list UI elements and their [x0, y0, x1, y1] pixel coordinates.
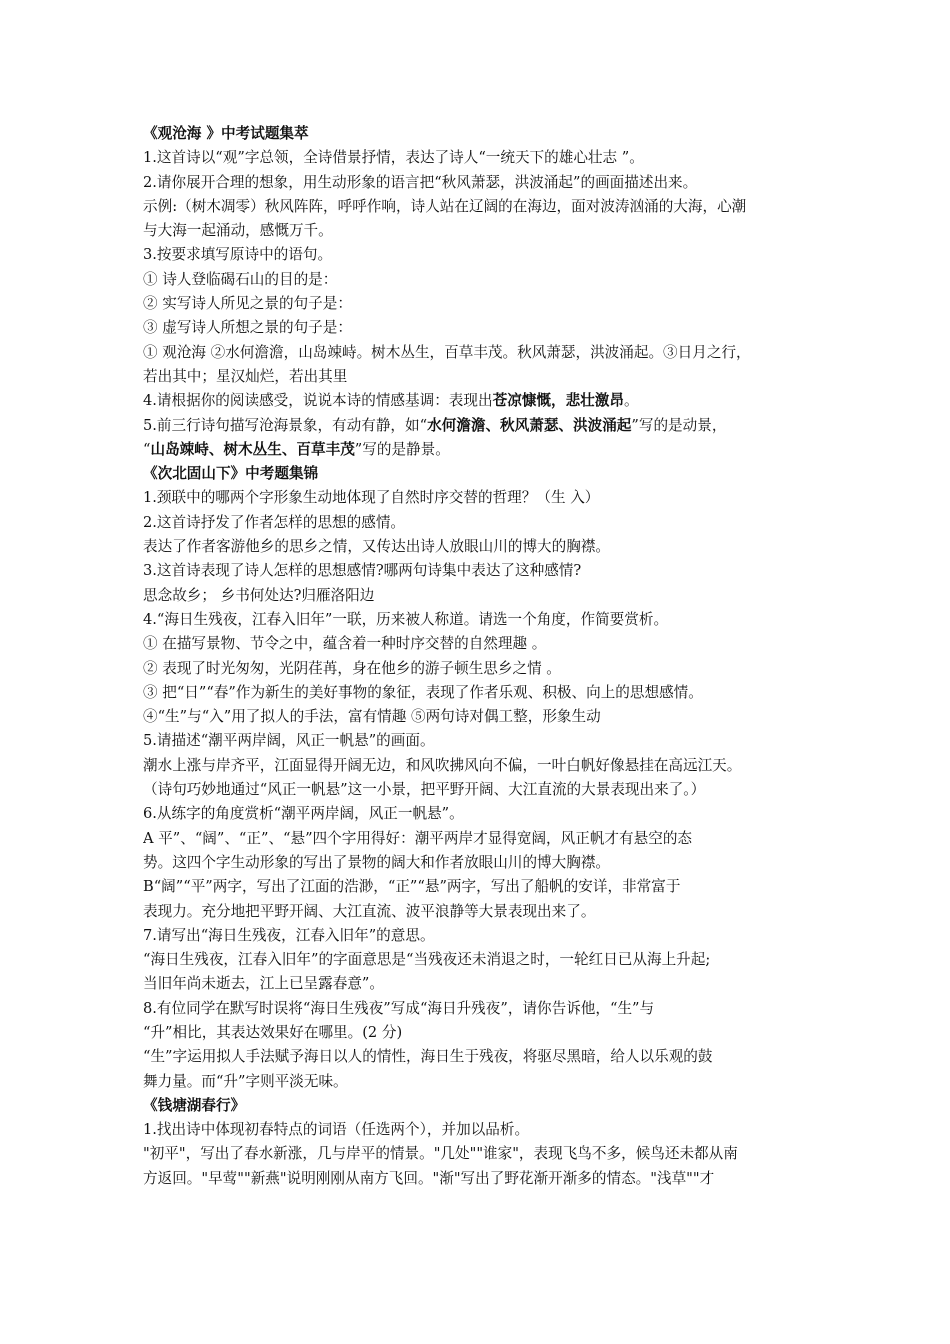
line-text: 2.请你展开合理的想象，用生动形象的语言把“秋风萧瑟，洪波涌起”的画面描述出来。 [143, 173, 698, 191]
line-text: 5.前三行诗句描写沧海景象，有动有静，如“ [143, 416, 428, 434]
section-heading [143, 1094, 811, 1118]
text-line [143, 341, 811, 365]
line-text: 《次北固山下》中考题集锦 [143, 465, 319, 483]
text-line [143, 827, 811, 851]
text-line [143, 195, 811, 219]
line-text: 5.请描述“潮平两岸阔，风正一帆悬”的画面。 [143, 732, 435, 750]
text-line [143, 875, 811, 899]
text-line [143, 997, 811, 1021]
line-text: A 平”、“阔”、“正”、“悬”四个字用得好：潮平两岸才显得宽阔，风正帆才有悬空的态 [143, 829, 693, 847]
text-line [143, 389, 811, 413]
text-line [143, 900, 811, 924]
line-text: B“阔”“平”两字，写出了江面的浩渺，“正”“悬”两字，写出了船帆的安详，非常富于 [143, 878, 681, 896]
text-line [143, 535, 811, 559]
text-line [143, 511, 811, 535]
line-text: 表达了作者客游他乡的思乡之情，又传达出诗人放眼山川的博大的胸襟。 [143, 538, 611, 556]
line-text: 示例:（树木凋零）秋风阵阵，呼呼作响，诗人站在辽阔的在海边，面对波涛汹涌的大海，心潮 [143, 197, 747, 215]
line-text: 1.颈联中的哪两个字形象生动地体现了自然时序交替的哲理？（生 入） [143, 489, 600, 507]
line-text: 若出其中；星汉灿烂，若出其里 [143, 367, 348, 385]
bold-answer: 苍凉慷慨，悲壮激昂 [492, 392, 624, 410]
line-text: 方返回。"早莺""新燕"说明刚刚从南方飞回。"渐"写出了野花渐开渐多的情态。"浅草""才 [143, 1169, 715, 1187]
line-text: 4.请根据你的阅读感受，说说本诗的情感基调：表现出 [143, 392, 493, 410]
line-text: ③ 虚写诗人所想之景的句子是： [143, 319, 352, 337]
line-text: ② 表现了时光匆匆，光阴荏苒，身在他乡的游子顿生思乡之情 。 [143, 659, 561, 677]
line-text: ① 在描写景物、节令之中，蕴含着一种时序交替的自然理趣 。 [143, 635, 547, 653]
text-line [143, 705, 811, 729]
line-text: 与大海一起涌动，感慨万千。 [143, 222, 333, 240]
line-text: 《钱塘湖春行》 [143, 1096, 246, 1114]
section-heading [143, 122, 811, 146]
text-line [143, 681, 811, 705]
text-line [143, 948, 811, 972]
text-line [143, 438, 811, 462]
document-body [143, 122, 811, 1191]
text-line [143, 754, 811, 778]
line-text: ② 实写诗人所见之景的句子是： [143, 295, 352, 313]
line-text: 8.有位同学在默写时误将“海日生残夜”写成“海日升残夜”，请你告诉他，“生”与 [143, 999, 655, 1017]
bold-answer: 水何澹澹、秋风萧瑟、洪波涌起 [427, 416, 632, 434]
text-line [143, 657, 811, 681]
line-text: 4.“海日生残夜，江春入旧年”一联，历来被人称道。请选一个角度，作简要赏析。 [143, 610, 669, 628]
line-text: 2.这首诗抒发了作者怎样的思想的感情。 [143, 513, 406, 531]
line-text: 势。这四个字生动形象的写出了景物的阔大和作者放眼山川的博大胸襟。 [143, 853, 611, 871]
text-line [143, 584, 811, 608]
line-text-tail: ”写的是静景。 [354, 440, 450, 458]
text-line [143, 851, 811, 875]
line-text: 6.从练字的角度赏析“潮平两岸阔，风正一帆悬”。 [143, 805, 464, 823]
text-line [143, 414, 811, 438]
text-line [143, 219, 811, 243]
line-text: “ [143, 440, 151, 458]
text-line [143, 268, 811, 292]
text-line [143, 1045, 811, 1069]
line-text: 表现力。充分地把平野开阔、大江直流、波平浪静等大景表现出来了。 [143, 902, 596, 920]
line-text: 舞力量。而“升”字则平淡无味。 [143, 1072, 348, 1090]
line-text: 《观沧海 》中考试题集萃 [143, 125, 309, 142]
line-text: 3.按要求填写原诗中的语句。 [143, 246, 333, 264]
line-text: ① 诗人登临碣石山的目的是： [143, 270, 338, 288]
text-line [143, 146, 811, 170]
text-line [143, 608, 811, 632]
text-line [143, 729, 811, 753]
text-line [143, 559, 811, 583]
text-line [143, 632, 811, 656]
line-text: ③ 把“日”“春”作为新生的美好事物的象征，表现了作者乐观、积极、向上的思想感情。 [143, 683, 703, 701]
text-line [143, 1142, 811, 1166]
text-line [143, 171, 811, 195]
line-text: ④“生”与“入”用了拟人的手法，富有情趣 ⑤两句诗对偶工整，形象生动 [143, 708, 601, 726]
text-line [143, 1021, 811, 1045]
line-text: “海日生残夜，江春入旧年”的字面意思是“当残夜还未消退之时，一轮红日已从海上升起; [143, 951, 711, 969]
line-text-tail: ”写的是动景， [631, 416, 727, 434]
line-text: "初平"，写出了春水新涨，几与岸平的情景。"几处""谁家"，表现飞鸟不多，候鸟还未都从南 [143, 1145, 738, 1163]
text-line [143, 243, 811, 267]
text-line [143, 486, 811, 510]
text-line [143, 292, 811, 316]
line-text: 3.这首诗表现了诗人怎样的思想感情?哪两句诗集中表达了这种感情? [143, 562, 582, 580]
text-line [143, 972, 811, 996]
section-heading [143, 462, 811, 486]
line-text: 潮水上涨与岸齐平，江面显得开阔无边，和风吹拂风向不偏，一叶白帆好像悬挂在高远江天。 [143, 756, 742, 774]
text-line [143, 316, 811, 340]
text-line [143, 802, 811, 826]
bold-answer: 山岛竦峙、树木丛生、百草丰茂 [150, 440, 355, 458]
line-text: 1.找出诗中体现初春特点的词语（任选两个），并加以品析。 [143, 1121, 530, 1139]
line-text: ① 观沧海 ②水何澹澹，山岛竦峙。树木丛生，百草丰茂。秋风萧瑟，洪波涌起。③日月之行， [143, 343, 751, 361]
text-line [143, 924, 811, 948]
text-line [143, 365, 811, 389]
line-text: “生”字运用拟人手法赋予海日以人的情性，海日生于残夜，将驱尽黑暗，给人以乐观的鼓 [143, 1048, 713, 1066]
line-text: 思念故乡； 乡书何处达?归雁洛阳边 [143, 586, 375, 604]
text-line [143, 778, 811, 802]
text-line [143, 1070, 811, 1094]
line-text: “升”相比，其表达效果好在哪里。(2 分) [143, 1023, 403, 1041]
line-text: 7.请写出“海日生残夜，江春入旧年”的意思。 [143, 926, 435, 944]
line-text: 1.这首诗以“观”字总领，全诗借景抒情，表达了诗人“一统天下的雄心壮志 ”。 [143, 149, 644, 167]
text-line [143, 1118, 811, 1142]
text-line [143, 1167, 811, 1191]
line-text: 当旧年尚未逝去，江上已呈露春意”。 [143, 975, 384, 993]
line-text: （诗句巧妙地通过“风正一帆悬”这一小景，把平野开阔、大江直流的大景表现出来了。） [143, 781, 706, 799]
line-text-tail: 。 [623, 392, 639, 410]
